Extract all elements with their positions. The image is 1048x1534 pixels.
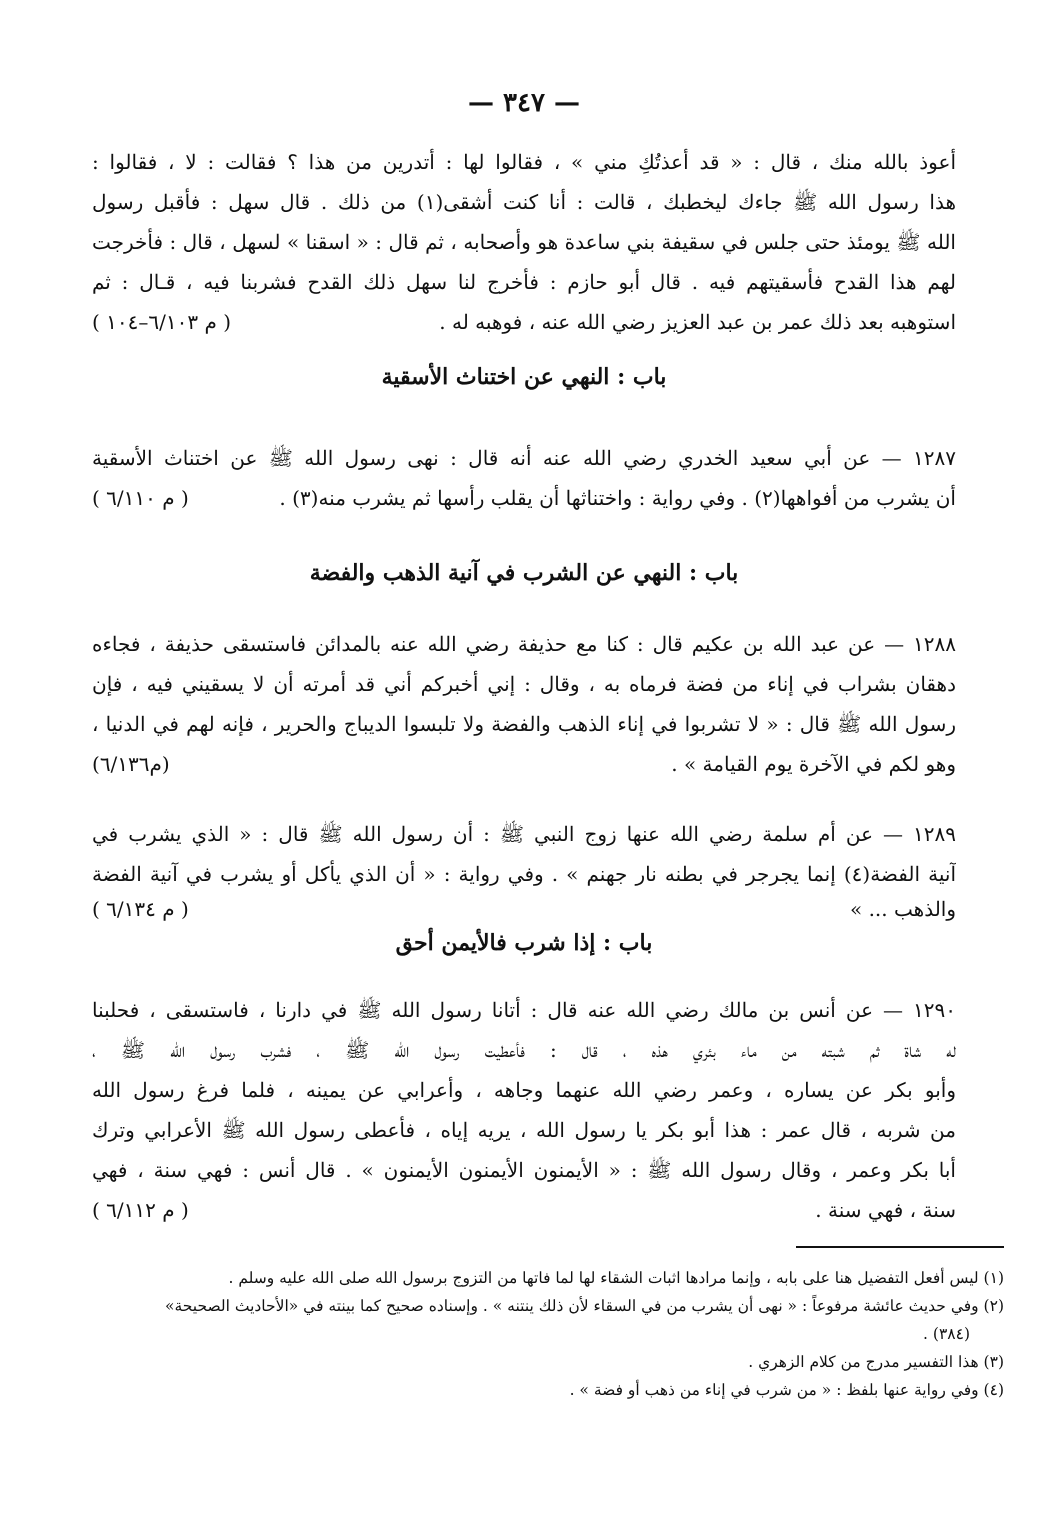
hadith-1288 <box>92 624 956 784</box>
source-reference: ( م ٦/١١٠ ) <box>92 486 189 510</box>
hadith-1290 <box>92 990 956 1230</box>
line-text: سنة ، فهي سنة . <box>815 1198 956 1222</box>
footnote-continuation: (٣٨٤) . <box>923 1325 970 1343</box>
text-line: ١٢٨٧ — عن أبي سعيد الخدري رضي الله عنه أنه قال : نهى رسول الله ﷺ عن اختناث الأسقية <box>92 446 956 470</box>
text-line <box>92 1190 956 1230</box>
page-number: — ٣٤٧ — <box>467 88 581 118</box>
text-line: رسول الله ﷺ قال : « لا تشربوا في إناء الذهب والفضة ولا تلبسوا الديباج والحرير ، فإنه لهم في الدنيا ، <box>92 712 956 736</box>
hadith-1289 <box>92 814 956 924</box>
chapter-heading: باب : النهي عن اختناث الأسقية <box>381 364 667 390</box>
chapter-heading: باب : النهي عن الشرب في آنية الذهب والفضة <box>309 560 739 586</box>
text-line <box>92 894 956 924</box>
footnote: (٣) هذا التفسير مدرج من كلام الزهري . <box>748 1353 1004 1371</box>
source-reference: (م٦/١٣٦) <box>92 752 170 776</box>
text-line: من شربه ، قال عمر : هذا أبو بكر يا رسول الله ، يريه إياه ، فأعطى رسول الله ﷺ الأعرابي وترك <box>92 1118 956 1142</box>
text-line: له شاة ثم شبته من ماء بئري هذه ، قال : فأعطيت رسول الله ﷺ ، فشرب رسول الله ﷺ ، <box>92 1038 956 1062</box>
text-line <box>92 744 956 784</box>
line-text: استوهبه بعد ذلك عمر بن عبد العزيز رضي الله عنه ، فوهبه له . <box>439 310 956 334</box>
text-line: دهقان بشراب في إناء من فضة فرماه به ، وقال : إني أخبركم أني قد أمرته أن لا يسقيني فيه ، فإن <box>92 672 956 696</box>
line-text: والذهب ... » <box>849 897 956 921</box>
text-line: ١٢٨٨ — عن عبد الله بن عكيم قال : كنا مع حذيفة رضي الله عنه بالمدائن فاستسقى حذيفة ، فجاءه <box>92 632 956 656</box>
source-reference: ( م ٦/١١٢ ) <box>92 1198 189 1222</box>
text-line: أعوذ بالله منك ، قال : « قد أعذتُكِ مني » ، فقالوا لها : أتدرين من هذا ؟ فقالت : لا ، فقالوا : <box>92 150 956 174</box>
text-line: الله ﷺ يومئذ حتى جلس في سقيفة بني ساعدة هو وأصحابه ، ثم قال : « اسقنا » لسهل ، قال : فأخرجت <box>92 230 956 254</box>
line-text: وهو لكم في الآخرة يوم القيامة » . <box>671 752 956 776</box>
text-line: ١٢٩٠ — عن أنس بن مالك رضي الله عنه قال : أتانا رسول الله ﷺ في دارنا ، فاستسقى ، فحلبنا <box>92 998 956 1022</box>
source-reference: ( م ٦/١٠٣–١٠٤ ) <box>92 310 232 334</box>
text-line: ١٢٨٩ — عن أم سلمة رضي الله عنها زوج النبي ﷺ : أن رسول الله ﷺ قال : « الذي يشرب في <box>92 822 956 846</box>
footnote: (١) ليس أفعل التفضيل هنا على بابه ، وإنما مرادها اثبات الشقاء لها لما فاتها من التزوج برسول الله صلى الله عليه وسلم . <box>228 1269 1004 1287</box>
footnote-divider <box>796 1246 1004 1248</box>
chapter-heading: باب : إذا شرب فالأيمن أحق <box>395 930 653 956</box>
source-reference: ( م ٦/١٣٤ ) <box>92 897 189 921</box>
intro-paragraph <box>92 142 956 342</box>
text-line: وأبو بكر عن يساره ، وعمر رضي الله عنهما وجاهه ، وأعرابي عن يمينه ، فلما فرغ رسول الله <box>92 1078 956 1102</box>
text-line: آنية الفضة(٤) إنما يجرجر في بطنه نار جهنم » . وفي رواية : « أن الذي يأكل أو يشرب في آنية الفضة <box>92 862 956 886</box>
footnote: (٢) وفي حديث عائشة مرفوعاً : « نهى أن يشرب من في السقاء لأن ذلك ينتنه » . وإسناده صحيح كما بينته في «الأحاديث الصحيحة» <box>164 1297 1004 1315</box>
text-line: أبا بكر وعمر ، وقال رسول الله ﷺ : « الأيمنون الأيمنون الأيمنون » . قال أنس : فهي سنة ، فهي <box>92 1158 956 1182</box>
hadith-1287 <box>92 438 956 518</box>
text-line: لهم هذا القدح فأسقيتهم فيه . قال أبو حازم : فأخرج لنا سهل ذلك القدح فشربنا فيه ، قـال : ثم <box>92 270 956 294</box>
text-line: هذا رسول الله ﷺ جاءك ليخطبك ، قالت : أنا كنت أشقى(١) من ذلك . قال سهل : فأقبل رسول <box>92 190 956 214</box>
line-text: أن يشرب من أفواهها(٢) . وفي رواية : واختناثها أن يقلب رأسها ثم يشرب منه(٣) . <box>279 486 956 510</box>
text-line <box>92 478 956 518</box>
footnotes <box>104 1264 1004 1404</box>
footnote: (٤) وفي رواية عنها بلفظ : « من شرب في إناء من ذهب أو فضة » . <box>569 1381 1004 1399</box>
text-line <box>92 302 956 342</box>
